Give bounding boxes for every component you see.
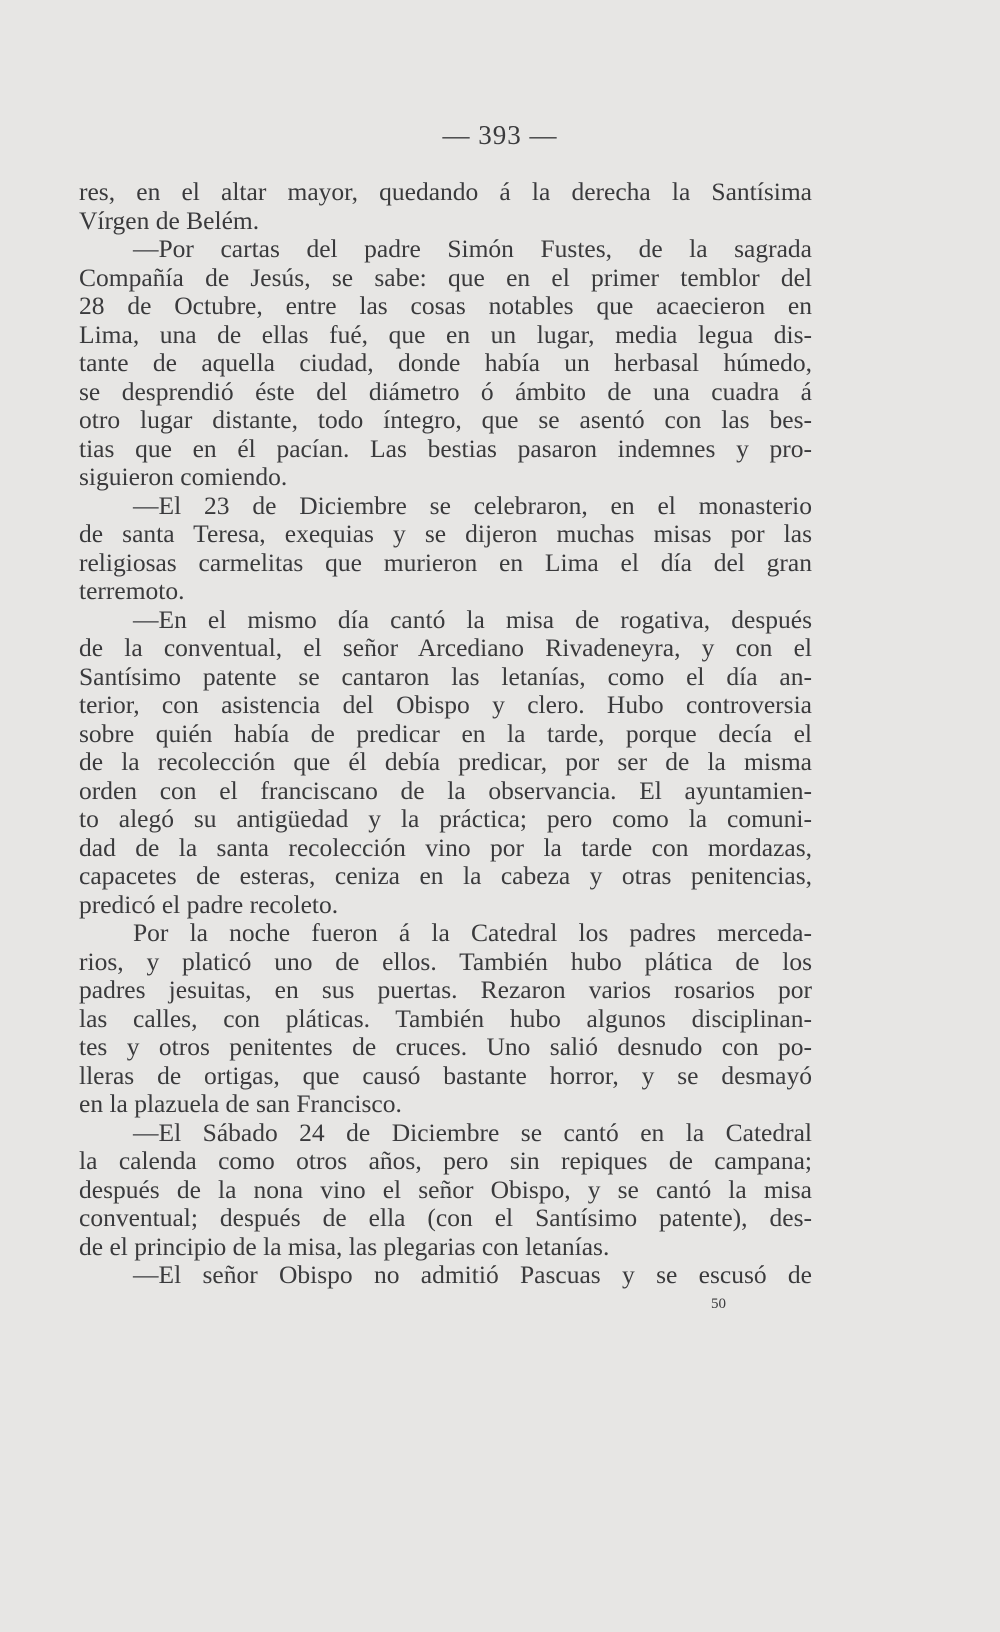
text-line: las calles, con pláticas. También hubo algunos disciplinan- [79,1003,812,1033]
text-line: tias que en él pacían. Las bestias pasaron indemnes y pro- [79,433,812,463]
text-line: capacetes de esteras, ceniza en la cabeza y otras penitencias, [79,861,812,890]
text-line: la calenda como otros años, pero sin repiques de campana; [79,1146,812,1175]
text-line: Por la noche fueron á la Catedral los padres merceda- [133,918,812,947]
text-line: lleras de ortigas, que causó bastante horror, y se desmayó [79,1060,812,1090]
text-line: después de la nona vino el señor Obispo, y se cantó la misa [79,1174,812,1204]
body-text [79,178,812,1290]
text-line: conventual; después de ella (con el Santísimo patente), des- [79,1203,812,1232]
text-line: otro lugar distante, todo íntegro, que se asentó con las bes- [79,405,812,434]
text-line: de santa Teresa, exequias y se dijeron muchas misas por las [79,519,812,548]
text-line: to alegó su antigüedad y la práctica; pero como la comuni- [79,804,812,833]
text-line: —El Sábado 24 de Diciembre se cantó en la Catedral [133,1117,812,1147]
text-line: terremoto. [79,576,185,605]
text-line: —En el mismo día cantó la misa de rogativa, después [133,604,812,634]
text-line: religiosas carmelitas que murieron en Lima el día del gran [79,547,812,577]
text-line: orden con el franciscano de la observancia. El ayuntamien- [79,775,812,805]
text-line: Vírgen de Belém. [79,205,260,235]
text-line: tes y otros penitentes de cruces. Uno salió desnudo con po- [79,1032,812,1061]
text-line: res, en el altar mayor, quedando á la derecha la Santísima [79,177,812,206]
text-line: siguieron comiendo. [79,462,288,491]
text-line: —El señor Obispo no admitió Pascuas y se escusó de [133,1260,812,1289]
text-line: —Por cartas del padre Simón Fustes, de la sagrada [133,234,812,263]
text-line: sobre quién había de predicar en la tarde, porque decía el [79,718,812,748]
text-line: rios, y platicó uno de ellos. También hubo plática de los [79,946,812,976]
text-line: tante de aquella ciudad, donde había un herbasal húmedo, [79,348,812,377]
text-line: de la recolección que él debía predicar, por ser de la misma [79,747,812,776]
signature-mark: 50 [711,1296,726,1312]
text-line: Lima, una de ellas fué, que en un lugar, media legua dis- [79,319,812,349]
text-line: de el principio de la misa, las plegarias con letanías. [79,1231,610,1261]
text-line: en la plazuela de san Francisco. [79,1089,402,1118]
text-line: terior, con asistencia del Obispo y clero. Hubo controversia [79,690,812,719]
text-line: padres jesuitas, en sus puertas. Rezaron varios rosarios por [79,975,812,1004]
text-line: predicó el padre recoleto. [79,889,339,919]
page-number: — 393 — [442,120,558,150]
text-line: de la conventual, el señor Arcediano Rivadeneyra, y con el [79,633,812,662]
text-line: —El 23 de Diciembre se celebraron, en el monasterio [133,490,812,520]
text-line: Santísimo patente se cantaron las letanías, como el día an- [79,661,812,691]
text-line: se desprendió éste del diámetro ó ámbito de una cuadra á [79,376,812,406]
text-line: dad de la santa recolección vino por la tarde con mordazas, [79,832,812,862]
text-line: 28 de Octubre, entre las cosas notables que acaecieron en [79,291,812,320]
text-line: Compañía de Jesús, se sabe: que en el primer temblor del [79,262,812,292]
